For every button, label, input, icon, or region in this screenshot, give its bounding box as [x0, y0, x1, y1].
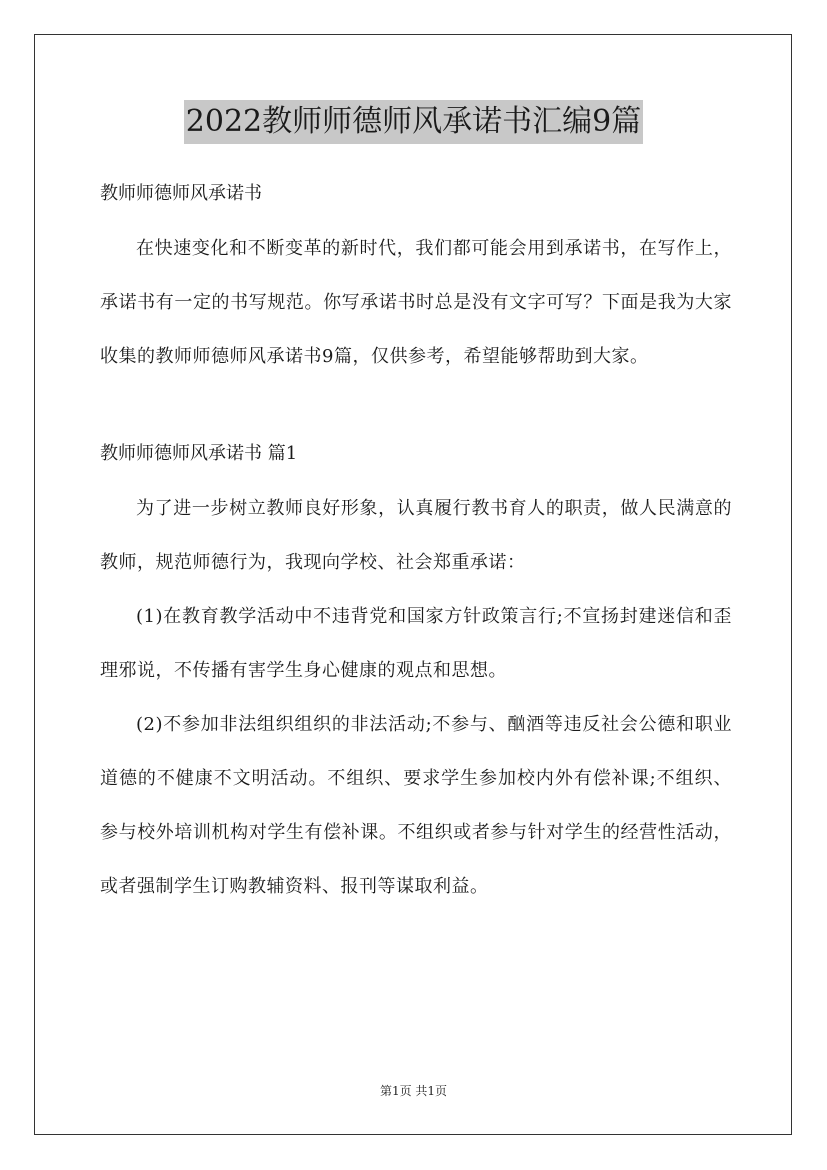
title-container: [0, 100, 827, 144]
document-title: 2022教师师德师风承诺书汇编9篇: [184, 100, 643, 144]
page-footer: [0, 1082, 827, 1099]
page-number: 第1页 共1页: [379, 1084, 448, 1098]
section-1: [100, 432, 732, 914]
intro-heading: 教师师德师风承诺书: [100, 183, 262, 204]
section-1-heading: 教师师德师风承诺书 篇1: [100, 443, 298, 464]
intro-paragraph: 在快速变化和不断变革的新时代，我们都可能会用到承诺书，在写作上，承诺书有一定的书写规范。你写承诺书时总是没有文字可写？下面是我为大家收集的教师师德师风承诺书9篇，仅供参考，希望能够帮助到大家。: [100, 238, 732, 367]
section-1-paragraph: (1)在教育教学活动中不违背党和国家方针政策言行;不宣扬封建迷信和歪理邪说，不传播有害学生身心健康的观点和思想。: [100, 606, 732, 681]
section-1-paragraph: 为了进一步树立教师良好形象，认真履行教书育人的职责，做人民满意的教师，规范师德行为，我现向学校、社会郑重承诺：: [100, 498, 732, 573]
section-1-paragraph: (2)不参加非法组织组织的非法活动;不参与、酗酒等违反社会公德和职业道德的不健康不文明活动。不组织、要求学生参加校内外有偿补课;不组织、参与校外培训机构对学生有偿补课。不组织或者参与针对学生的经营性活动，或者强制学生订购教辅资料、报刊等谋取利益。: [100, 714, 732, 897]
document-body: [100, 172, 732, 914]
